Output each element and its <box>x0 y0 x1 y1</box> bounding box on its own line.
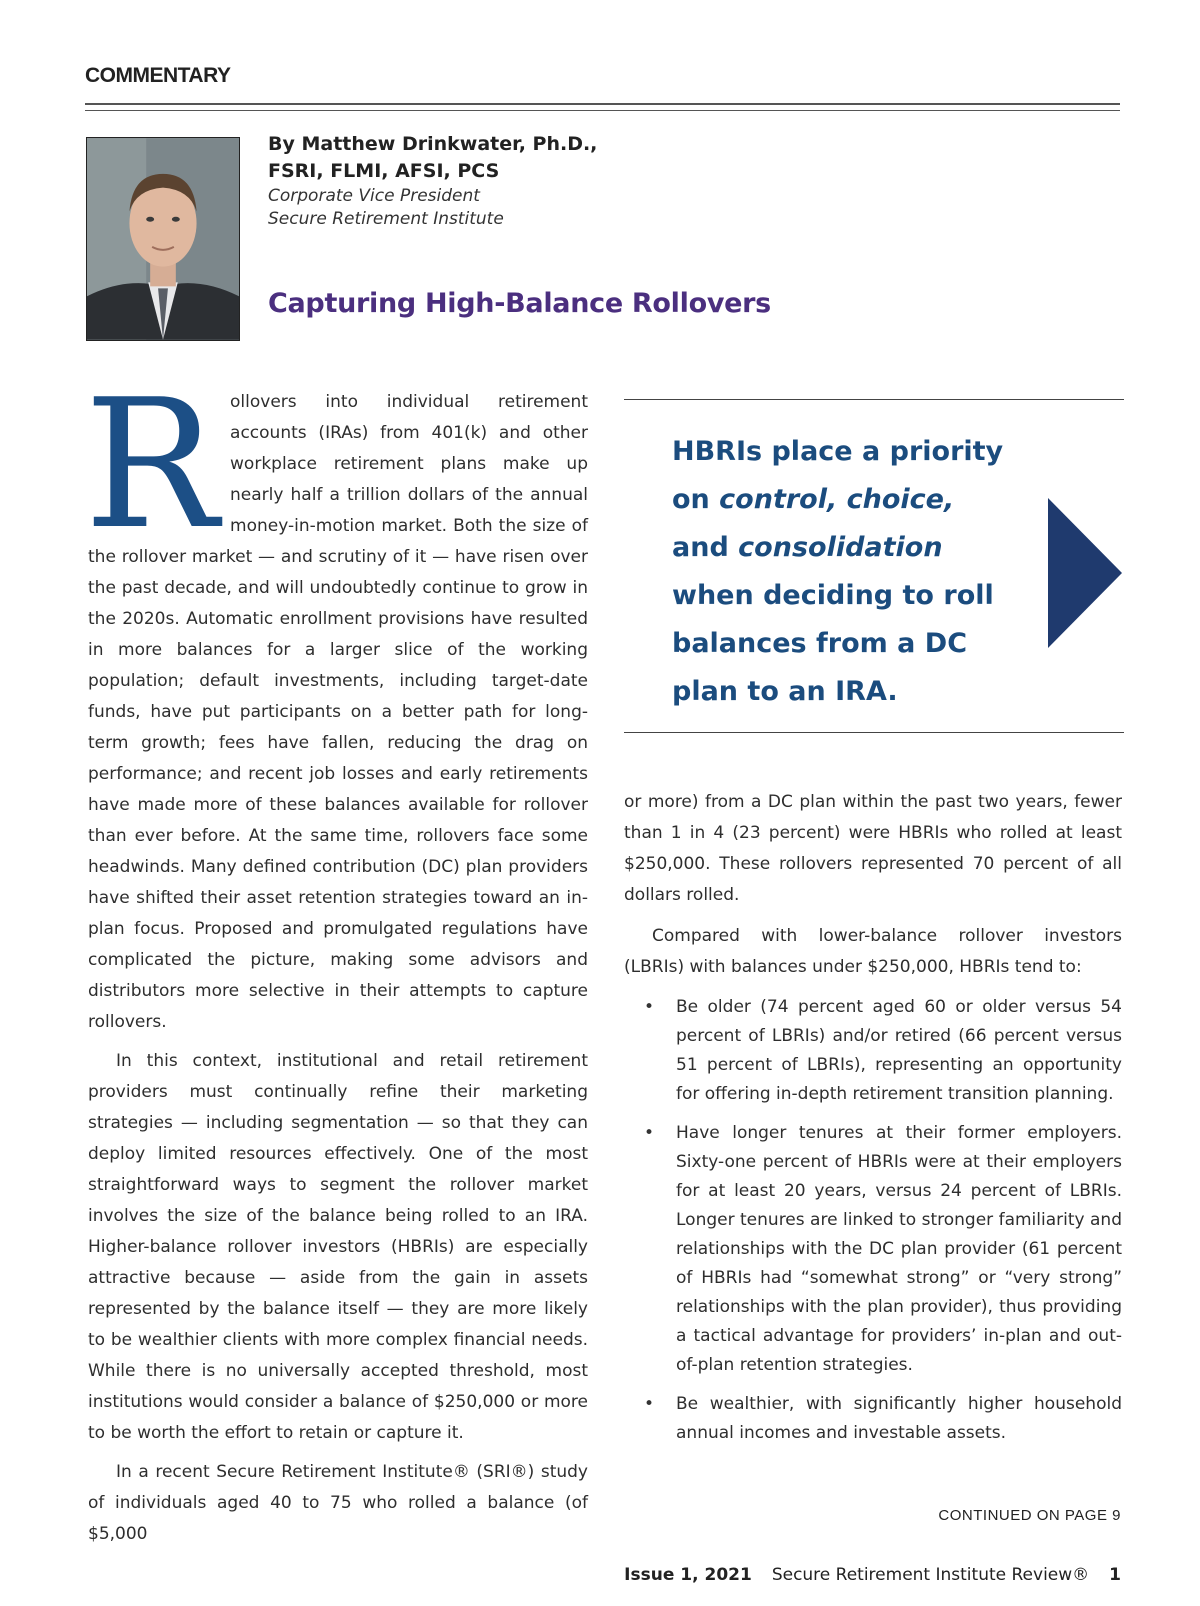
author-role-line2: Secure Retirement Institute <box>268 209 504 229</box>
paragraph-3: In a recent Secure Retirement Institute® (SRI®) study of individuals aged 40 to 75 who rolled a balance (of $5,000 <box>88 1462 588 1544</box>
paragraph-1: Rollovers into individual retirement accounts (IRAs) from 401(k) and other workplace retirement plans make up nearly half a trillion dollars of the annual money-in-motion market. Both the size of the rollover market — and scrutiny of it — have risen over the past decade, and will undoubtedly continue to grow in the 2020s. Automatic enrollment provisions have resulted in more balances for a larger slice of the working population; default investments, including target-date funds, have put participants on a better path for long-term growth; fees have fallen, reducing the drag on performance; and recent job losses and early retirements have made more of these balances available for rollover than ever before. At the same time, rollovers face some headwinds. Many defined contribution (DC) plan providers have shifted their asset retention strategies toward an in-plan focus. Proposed and promulgated regulations have complicated the picture, making some advisors and distributors more selective in their attempts to capture rollovers. <box>84 361 588 1032</box>
issue-label: Issue 1, 2021 <box>624 1565 752 1585</box>
right-column <box>624 787 1122 1458</box>
publication-name: Secure Retirement Institute Review® <box>771 1565 1090 1585</box>
paragraph-2: In this context, institutional and retail retirement providers must continually refine their marketing strategies — including segmentation — so that they can deploy limited resources effectively. One of the most straightforward ways to segment the rollover market involves the size of the balance being rolled to an IRA. Higher-balance rollover investors (HBRIs) are especially attractive because — aside from the gain in assets represented by the balance itself — they are more likely to be wealthier clients with more complex financial needs. While there is no universally accepted threshold, most institutions would consider a balance of $250,000 or more to be worth the effort to retain or capture it. <box>88 1051 588 1443</box>
pull-quote <box>624 399 1124 733</box>
author-photo <box>86 137 240 341</box>
bullet-list <box>640 993 1122 1448</box>
drop-cap: R <box>84 361 219 568</box>
pull-quote-text: HBRIs place a priority on control, choice, and consolidation when deciding to roll balances from a DC plan to an IRA. <box>672 436 1004 707</box>
author-role-line1: Corporate Vice President <box>268 186 480 206</box>
author-byline <box>268 131 597 231</box>
arrow-right-icon <box>1048 498 1122 648</box>
author-name-line1: By Matthew Drinkwater, Ph.D., <box>268 133 598 155</box>
paragraph-3-continued: or more) from a DC plan within the past two years, fewer than 1 in 4 (23 percent) were HBRIs who rolled at least $250,000. These rollovers represented 70 percent of all dollars rolled. <box>624 792 1122 905</box>
list-item: • Have longer tenures at their former employers. Sixty-one percent of HBRIs were at their employers for at least 20 years, versus 24 percent of LBRIs. Longer tenures are linked to stronger familiarity and relationships with the DC plan provider (61 percent of HBRIs had “somewhat strong” or “very strong” relationships with the plan provider), thus providing a tactical advantage for providers’ in-plan and out-of-plan retention strategies. <box>640 1119 1122 1380</box>
list-item: • Be wealthier, with significantly higher household annual incomes and investable assets. <box>640 1390 1122 1448</box>
page-number: 1 <box>1109 1565 1121 1585</box>
header-rule <box>85 103 1120 111</box>
article-title: Capturing High-Balance Rollovers <box>268 288 771 319</box>
author-name-line2: FSRI, FLMI, AFSI, PCS <box>268 160 500 182</box>
list-item: • Be older (74 percent aged 60 or older versus 54 percent of LBRIs) and/or retired (66 percent versus 51 percent of LBRIs), representing an opportunity for offering in-depth retirement transition planning. <box>640 993 1122 1109</box>
page-footer <box>624 1565 1121 1585</box>
left-column <box>84 361 588 1558</box>
continued-link[interactable]: CONTINUED ON PAGE 9 <box>938 1507 1121 1524</box>
section-label: COMMENTARY <box>85 64 231 87</box>
paragraph-4: Compared with lower-balance rollover investors (LBRIs) with balances under $250,000, HBRIs tend to: <box>624 926 1122 977</box>
